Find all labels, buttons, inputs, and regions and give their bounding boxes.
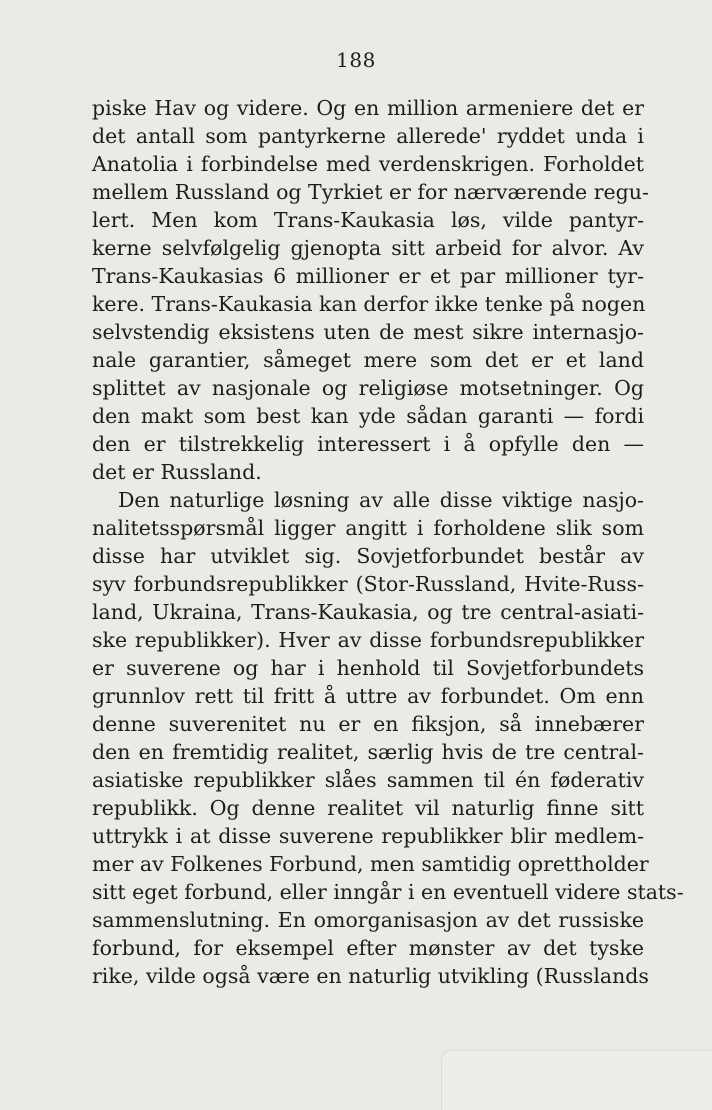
text-line: mellem Russland og Tyrkiet er for nærværende regu- bbox=[92, 180, 649, 204]
text-line: Anatolia i forbindelse med verdenskrigen. Forholdet bbox=[92, 152, 644, 176]
text-line: mer av Folkenes Forbund, men samtidig oprettholder bbox=[92, 852, 649, 876]
page-number: 188 bbox=[336, 48, 376, 72]
text-line: Den naturlige løsning av alle disse viktige nasjo- bbox=[118, 488, 644, 512]
text-line: er suverene og har i henhold til Sovjetforbundets bbox=[92, 656, 644, 680]
text-line: det antall som pantyrkerne allerede' ryddet unda i bbox=[92, 124, 644, 148]
text-line: sammenslutning. En omorganisasjon av det russiske bbox=[92, 908, 644, 932]
text-line: syv forbundsrepublikker (Stor-Russland, Hvite-Russ- bbox=[92, 572, 644, 596]
text-line: ske republikker). Hver av disse forbundsrepublikker bbox=[92, 628, 644, 652]
text-line: asiatiske republikker slåes sammen til én føderativ bbox=[92, 768, 644, 792]
text-line: land, Ukraina, Trans-Kaukasia, og tre central-asiati- bbox=[92, 600, 644, 624]
text-line: kerne selvfølgelig gjenopta sitt arbeid for alvor. Av bbox=[92, 236, 644, 260]
text-line: den makt som best kan yde sådan garanti — fordi bbox=[92, 404, 644, 428]
text-line: nale garantier, såmeget mere som det er et land bbox=[92, 348, 644, 372]
text-line: grunnlov rett til fritt å uttre av forbundet. Om enn bbox=[92, 684, 644, 708]
text-line: nalitetsspørsmål ligger angitt i forholdene slik som bbox=[92, 516, 644, 540]
text-line: Trans-Kaukasias 6 millioner er et par millioner tyr- bbox=[92, 264, 644, 288]
text-line: kere. Trans-Kaukasia kan derfor ikke tenke på nogen bbox=[92, 292, 646, 316]
text-line: sitt eget forbund, eller inngår i en eventuell videre stats- bbox=[92, 880, 684, 904]
text-line: rike, vilde også være en naturlig utvikling (Russlands bbox=[92, 964, 649, 988]
text-line: selvstendig eksistens uten de mest sikre internasjo- bbox=[92, 320, 644, 344]
text-line: det er Russland. bbox=[92, 460, 262, 484]
text-line: republikk. Og denne realitet vil naturlig finne sitt bbox=[92, 796, 644, 820]
text-line: piske Hav og videre. Og en million armeniere det er bbox=[92, 96, 644, 120]
text-line: den en fremtidig realitet, særlig hvis de tre central- bbox=[92, 740, 644, 764]
text-line: den er tilstrekkelig interessert i å opfylle den — bbox=[92, 432, 644, 456]
text-line: forbund, for eksempel efter mønster av det tyske bbox=[92, 936, 644, 960]
text-line: disse har utviklet sig. Sovjetforbundet består av bbox=[92, 544, 644, 568]
text-line: denne suverenitet nu er en fiksjon, så innebærer bbox=[92, 712, 644, 736]
text-line: uttrykk i at disse suverene republikker blir medlem- bbox=[92, 824, 644, 848]
text-line: lert. Men kom Trans-Kaukasia løs, vilde pantyr- bbox=[92, 208, 644, 232]
text-line: splittet av nasjonale og religiøse motsetninger. Og bbox=[92, 376, 644, 400]
page-corner-mark bbox=[441, 1050, 712, 1110]
